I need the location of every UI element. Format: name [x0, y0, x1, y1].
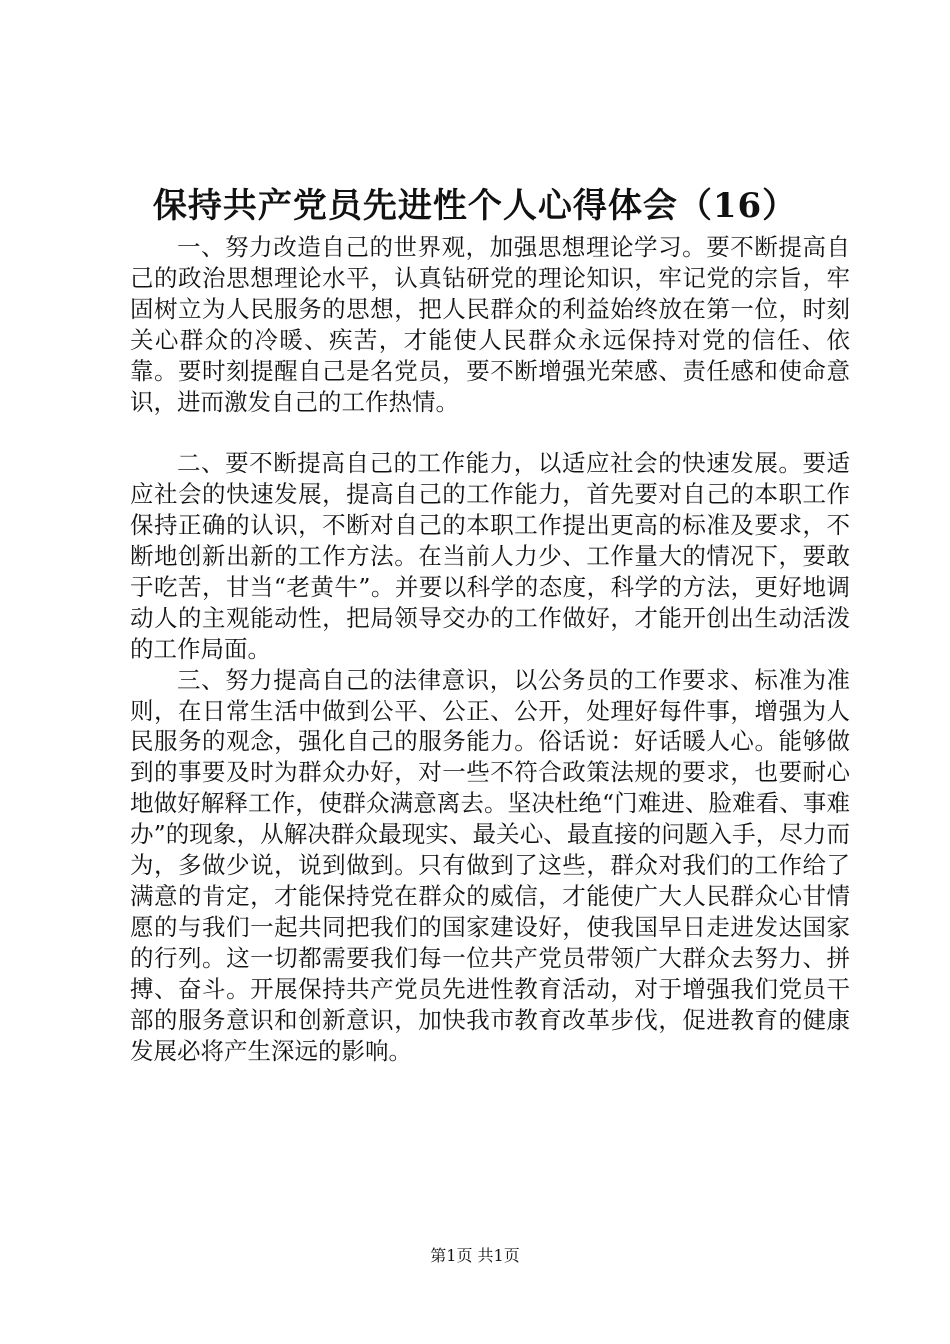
paragraph-2: 二、要不断提高自己的工作能力，以适应社会的快速发展。要适应社会的快速发展，提高自己的工作能力，首先要对自己的本职工作保持正确的认识，不断对自己的本职工作提出更高的标准及要求，不断地创新出新的工作方法。在当前人力少、工作量大的情况下，要敢于吃苦，甘当“老黄牛”。并要以科学的态度，科学的方法，更好地调动人的主观能动性，把局领导交办的工作做好，才能开创出生动活泼的工作局面。 — [130, 449, 850, 663]
document-body — [130, 232, 850, 1066]
document-title: 保持共产党员先进性个人心得体会（16） — [152, 186, 798, 226]
page-footer: 第1页 共1页 — [430, 1246, 520, 1265]
paragraph-3: 三、努力提高自己的法律意识，以公务员的工作要求、标准为准则，在日常生活中做到公平、公正、公开，处理好每件事，增强为人民服务的观念，强化自己的服务能力。俗话说：好话暖人心。能够做到的事要及时为群众办好，对一些不符合政策法规的要求，也要耐心地做好解释工作，使群众满意离去。坚决杜绝“门难进、脸难看、事难办”的现象，从解决群众最现实、最关心、最直接的问题入手，尽力而为，多做少说，说到做到。只有做到了这些，群众对我们的工作给了满意的肯定，才能保持党在群众的威信，才能使广大人民群众心甘情愿的与我们一起共同把我们的国家建设好，使我国早日走进发达国家的行列。这一切都需要我们每一位共产党员带领广大群众去努力、拼搏、奋斗。开展保持共产党员先进性教育活动，对于增强我们党员干部的服务意识和创新意识，加快我市教育改革步伐，促进教育的健康发展必将产生深远的影响。 — [130, 665, 850, 1065]
paragraph-1: 一、努力改造自己的世界观，加强思想理论学习。要不断提高自己的政治思想理论水平，认真钻研党的理论知识，牢记党的宗旨，牢固树立为人民服务的思想，把人民群众的利益始终放在第一位，时刻关心群众的冷暖、疾苦，才能使人民群众永远保持对党的信任、依靠。要时刻提醒自己是名党员，要不断增强光荣感、责任感和使命意识，进而激发自己的工作热情。 — [130, 233, 850, 416]
